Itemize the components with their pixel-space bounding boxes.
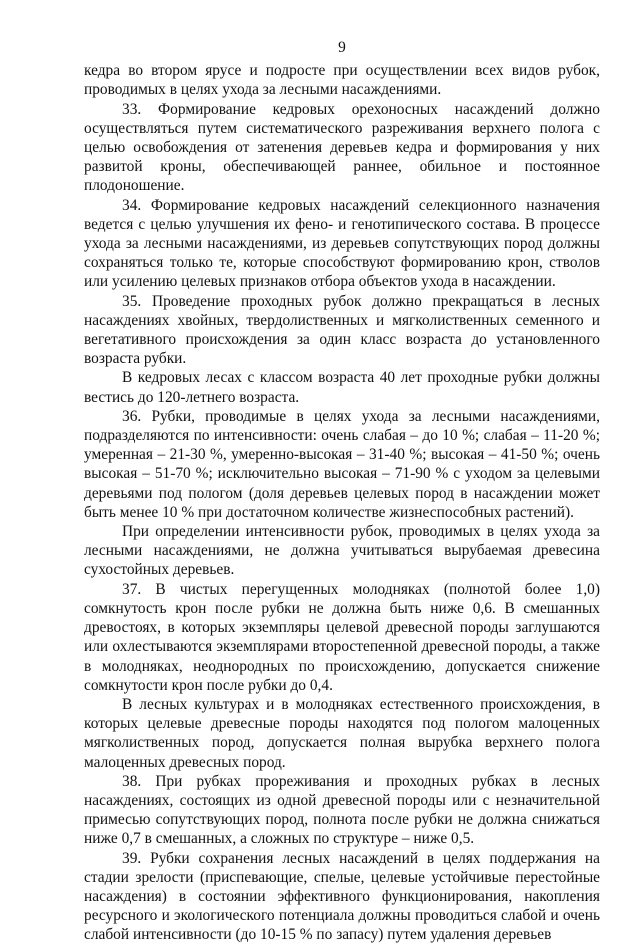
paragraph-36-deadwood: При определении интенсивности рубок, проводимых в целях ухода за лесными насаждениями, не должна учитываться вырубаемая древесина сухостойных деревьев. <box>84 523 600 579</box>
document-page <box>84 38 600 945</box>
paragraph-33: 33. Формирование кедровых орехоносных насаждений должно осуществляться путем систематического разреживания верхнего полога с целью освобождения от затенения деревьев кедра и формирования у них развитой кроны, обеспечивающей раннее, обильное и постоянное плодоношение. <box>84 100 600 195</box>
paragraph-35: 35. Проведение проходных рубок должно прекращаться в лесных насаждениях хвойных, твердолиственных и мягколиственных семенного и вегетативного происхождения за один класс возраста до установленного возраста рубки. <box>84 292 600 368</box>
page-number: 9 <box>338 39 346 56</box>
paragraph-34: 34. Формирование кедровых насаждений селекционного назначения ведется с целью улучшения их фено- и генотипического состава. В процессе ухода за лесными насаждениями, из деревьев сопутствующих пород должны сохраняться только те, которые способствуют формированию крон, стволов или усилению целевых признаков отбора объектов ухода в насаждении. <box>84 196 600 291</box>
paragraph-37: 37. В чистых перегущенных молодняках (полнотой более 1,0) сомкнутость крон после рубки не должна быть ниже 0,6. В смешанных древостоях, в которых экземпляры целевой древесной породы заглушаются или охлестываются экземплярами второстепенной древесной породы, а также в молодняках, неоднородных по происхождению, допускается снижение сомкнутости крон после рубки до 0,4. <box>84 580 600 694</box>
paragraph-38: 38. При рубках прореживания и проходных рубках в лесных насаждениях, состоящих из одной древесной породы или с незначительной примесью сопутствующих пород, полнота после рубки не должна снижаться ниже 0,7 в смешанных, а сложных по структуре – ниже 0,5. <box>84 772 600 848</box>
paragraph-39: 39. Рубки сохранения лесных насаждений в целях поддержания на стадии зрелости (приспевающие, спелые, целевые устойчивые перестойные насаждения) в состоянии эффективного функционирования, накопления ресурсного и экологического потенциала должны проводиться слабой и очень слабой интенсивности (до 10-15 % по запасу) путем удаления деревьев <box>84 849 600 944</box>
paragraph-37-cultures: В лесных культурах и в молодняках естественного происхождения, в которых целевые древесные породы находятся под пологом малоценных мягколиственных пород, допускается полная вырубка верхнего полога малоценных древесных пород. <box>84 695 600 771</box>
paragraph-36: 36. Рубки, проводимые в целях ухода за лесными насаждениями, подразделяются по интенсивности: очень слабая – до 10 %; слабая – 11-20 %; умеренная – 21-30 %, умеренно-высокая – 31-40 %; высокая – 41-50 %; очень высокая – 51-70 %; исключительно высокая – 71-90 % с уходом за целевыми деревьями под пологом (доля деревьев целевых пород в насаждении может быть менее 10 % при достаточном количестве жизнеспособных растений). <box>84 407 600 521</box>
paragraph-35-cedar: В кедровых лесах с классом возраста 40 лет проходные рубки должны вестись до 120-летнего возраста. <box>84 369 600 406</box>
paragraph-continuation: кедра во втором ярусе и подросте при осуществлении всех видов рубок, проводимых в целях ухода за лесными насаждениями. <box>84 62 600 99</box>
